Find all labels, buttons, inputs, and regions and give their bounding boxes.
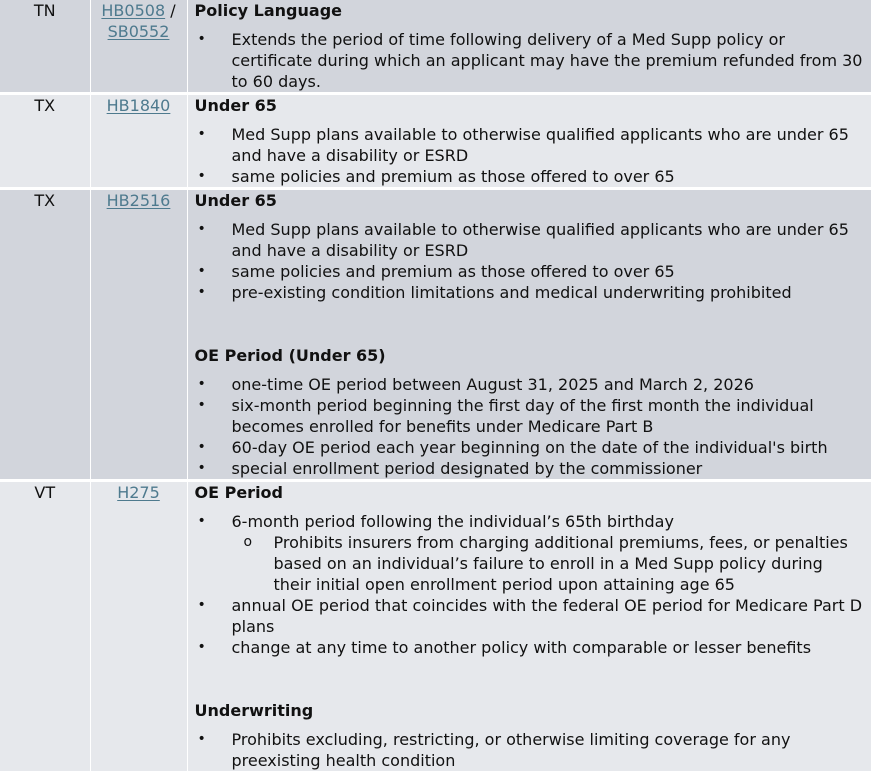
state-cell: VT	[0, 481, 90, 773]
list-item: • change at any time to another policy with comparable or lesser benefits	[232, 637, 866, 658]
section-spacer	[195, 658, 866, 700]
detail-cell	[187, 0, 871, 94]
list-item: • Med Supp plans available to otherwise qualified applicants who are under 65 and have a disability or ESRD	[232, 124, 866, 166]
section-heading: Policy Language	[194, 1, 342, 20]
list-item: • Med Supp plans available to otherwise qualified applicants who are under 65 and have a disability or ESRD	[232, 219, 866, 261]
table-row-tx-hb2516	[0, 189, 871, 481]
bullet-list	[195, 219, 866, 303]
bill-link-hb2516[interactable]: HB2516	[106, 191, 171, 210]
detail-cell	[187, 94, 871, 189]
table-row-vt-h275	[0, 481, 871, 773]
bullet-list	[195, 729, 866, 771]
list-item: • Prohibits excluding, restricting, or otherwise limiting coverage for any preexisting health condition	[232, 729, 866, 771]
list-item: • one-time OE period between August 31, 2025 and March 2, 2026	[232, 374, 866, 395]
list-item: • pre-existing condition limitations and medical underwriting prohibited	[232, 282, 866, 303]
bill-link-h275[interactable]: H275	[117, 483, 160, 502]
section-heading: Underwriting	[194, 701, 314, 720]
bullet-list	[195, 124, 866, 187]
list-item-text: 6-month period following the individual’s 65th birthday	[231, 512, 674, 531]
table-row-tn	[0, 0, 871, 94]
state-cell: TX	[0, 94, 90, 189]
sub-bullet-list	[232, 532, 866, 595]
bill-cell	[90, 94, 187, 189]
section-heading: OE Period	[194, 483, 283, 502]
bill-cell	[90, 189, 187, 481]
bill-link-sb0552[interactable]: SB0552	[107, 22, 170, 41]
sub-list-item: o Prohibits insurers from charging additional premiums, fees, or penalties based on an individual’s failure to enroll in a Med Supp policy during their initial open enrollment period upon attaining age 65	[274, 532, 866, 595]
bill-cell	[90, 0, 187, 94]
table-row-tx-hb1840	[0, 94, 871, 189]
list-item: • Extends the period of time following delivery of a Med Supp policy or certificate during which an applicant may have the premium refunded from 30 to 60 days.	[232, 29, 866, 92]
bullet-list	[195, 511, 866, 658]
detail-cell	[187, 189, 871, 481]
section-heading: Under 65	[194, 96, 277, 115]
state-cell: TX	[0, 189, 90, 481]
list-item: • same policies and premium as those offered to over 65	[232, 261, 866, 282]
bill-link-hb0508[interactable]: HB0508	[101, 1, 166, 20]
list-item: • annual OE period that coincides with the federal OE period for Medicare Part D plans	[232, 595, 866, 637]
state-cell: TN	[0, 0, 90, 94]
section-spacer	[195, 303, 866, 345]
bill-separator: /	[170, 1, 176, 20]
bill-link-hb1840[interactable]: HB1840	[106, 96, 171, 115]
list-item: • same policies and premium as those offered to over 65	[232, 166, 866, 187]
list-item: • six-month period beginning the first day of the first month the individual becomes enrolled for benefits under Medicare Part B	[232, 395, 866, 437]
list-item: • special enrollment period designated by the commissioner	[232, 458, 866, 479]
bill-cell	[90, 481, 187, 773]
bullet-list	[195, 374, 866, 479]
detail-cell	[187, 481, 871, 773]
section-heading: OE Period (Under 65)	[194, 346, 386, 365]
bullet-list	[195, 29, 866, 92]
list-item	[232, 511, 866, 595]
section-heading: Under 65	[194, 191, 277, 210]
list-item: • 60-day OE period each year beginning on the date of the individual's birth	[232, 437, 866, 458]
